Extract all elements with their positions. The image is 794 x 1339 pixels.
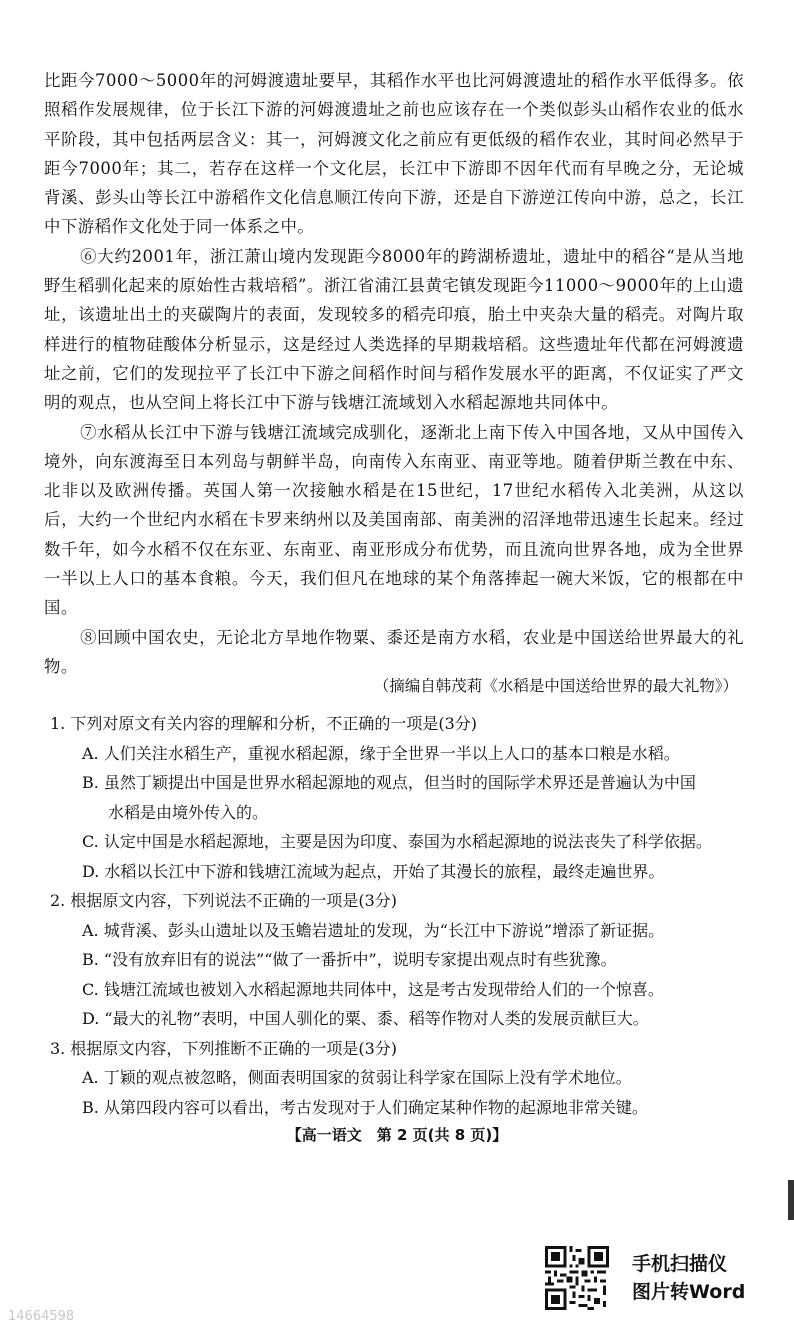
paragraph-8: ⑧回顾中国农史，无论北方旱地作物粟、黍还是南方水稻，农业是中国送给世界最大的礼物。: [44, 627, 744, 676]
question-3: 3. 根据原文内容，下列推断不正确的一项是(3分): [50, 1038, 398, 1058]
paragraph-intro: 比距今7000～5000年的河姆渡遗址要早，其稻作水平也比河姆渡遗址的稻作水平低得多。依照稻作发展规律，位于长江下游的河姆渡遗址之前也应该存在一个类似彭头山稻作农业的低水平阶段，其中包括两层含义：其一，河姆渡文化之前应有更低级的稻作农业，其时间必然早于距今7000年；其二，若存在这样一个文化层，长江中下游即不因年代而有早晚之分，无论城背溪、彭头山等长江中游稻作文化信息顺江传向下游，还是自下游逆江传向中游，总之，长江中下游稻作文化处于同一体系之中。: [44, 71, 744, 237]
paragraph-7: ⑦水稻从长江中下游与钱塘江流域完成驯化，逐渐北上南下传入中国各地，又从中国传入境外，向东渡海至日本列岛与朝鲜半岛，向南传入东南亚、南亚等地。随着伊斯兰教在中东、北非以及欧洲传播。英国人第一次接触水稻是在15世纪，17世纪水稻传入北美洲，从这以后，大约一个世纪内水稻在卡罗来纳州以及美国南部、南美洲的沼泽地带迅速生长起来。经过数千年，如今水稻不仅在东亚、东南亚、南亚形成分布优势，而且流向世界各地，成为全世界一半以上人口的基本食粮。今天，我们但凡在地球的某个角落捧起一碗大米饭，它的根都在中国。: [44, 422, 744, 618]
scan-edge-mark: [788, 1180, 794, 1220]
question-1: 1. 下列对原文有关内容的理解和分析，不正确的一项是(3分): [50, 714, 478, 733]
question-2-option-a: A. 城背溪、彭头山遗址以及玉蟾岩遗址的发现，为“长江中下游说”增添了新证据。: [82, 920, 665, 940]
question-2-option-b: B. “没有放弃旧有的说法”“做了一番折中”，说明专家提出观点时有些犹豫。: [82, 950, 617, 969]
question-1-option-d: D. 水稻以长江中下游和钱塘江流域为起点，开始了其漫长的旅程，最终走遍世界。: [82, 861, 665, 881]
question-2-option-d: D. “最大的礼物”表明，中国人驯化的粟、黍、稻等作物对人类的发展贡献巨大。: [82, 1009, 649, 1028]
question-1-option-b: B. 虽然丁颖提出中国是世界水稻起源地的观点，但当时的国际学术界还是普遍认为中国: [82, 773, 696, 792]
article-source: （摘编自韩茂莉《水稻是中国送给世界的最大礼物》）: [373, 677, 738, 695]
scanner-app-label: [632, 1250, 762, 1306]
scanner-app-line2: 图片转Word: [632, 1281, 746, 1303]
qr-code-icon[interactable]: [545, 1246, 609, 1310]
document-id-watermark: 14664598: [8, 1309, 75, 1324]
scanner-app-line1: 手机扫描仪: [632, 1253, 728, 1275]
paragraph-6: ⑥大约2001年，浙江萧山境内发现距今8000年的跨湖桥遗址，遗址中的稻谷“是从当地野生稻驯化起来的原始性古栽培稻”。浙江省浦江县黄宅镇发现距今11000～9000年的上山遗址，该遗址出土的夹碳陶片的表面，发现较多的稻壳印痕，胎土中夹杂大量的稻壳。对陶片取样进行的植物硅酸体分析显示，这是经过人类选择的早期栽培稻。这些遗址年代都在河姆渡遗址之前，它们的发现拉平了长江中下游之间稻作时间与稻作发展水平的距离，不仅证实了严文明的观点，也从空间上将长江中下游与钱塘江流域划入水稻起源地共同体中。: [44, 246, 744, 413]
question-1-option-a: A. 人们关注水稻生产，重视水稻起源，缘于全世界一半以上人口的基本口粮是水稻。: [82, 743, 680, 763]
question-2-option-c: C. 钱塘江流域也被划入水稻起源地共同体中，这是考古发现带给人们的一个惊喜。: [82, 979, 664, 999]
question-3-option-a: A. 丁颖的观点被忽略，侧面表明国家的贫弱让科学家在国际上没有学术地位。: [82, 1068, 632, 1087]
article-body: [44, 66, 744, 681]
page-footer: 【高一语文 第 2 页(共 8 页)】: [286, 1126, 508, 1144]
questions-section: [50, 709, 750, 1122]
question-2: 2. 根据原文内容，下列说法不正确的一项是(3分): [50, 891, 398, 910]
question-3-option-b: B. 从第四段内容可以看出，考古发现对于人们确定某种作物的起源地非常关键。: [82, 1097, 648, 1117]
question-1-option-c: C. 认定中国是水稻起源地，主要是因为印度、泰国为水稻起源地的说法丧失了科学依据。: [82, 832, 712, 851]
question-1-option-b-continued: 水稻是由境外传入的。: [108, 802, 269, 822]
